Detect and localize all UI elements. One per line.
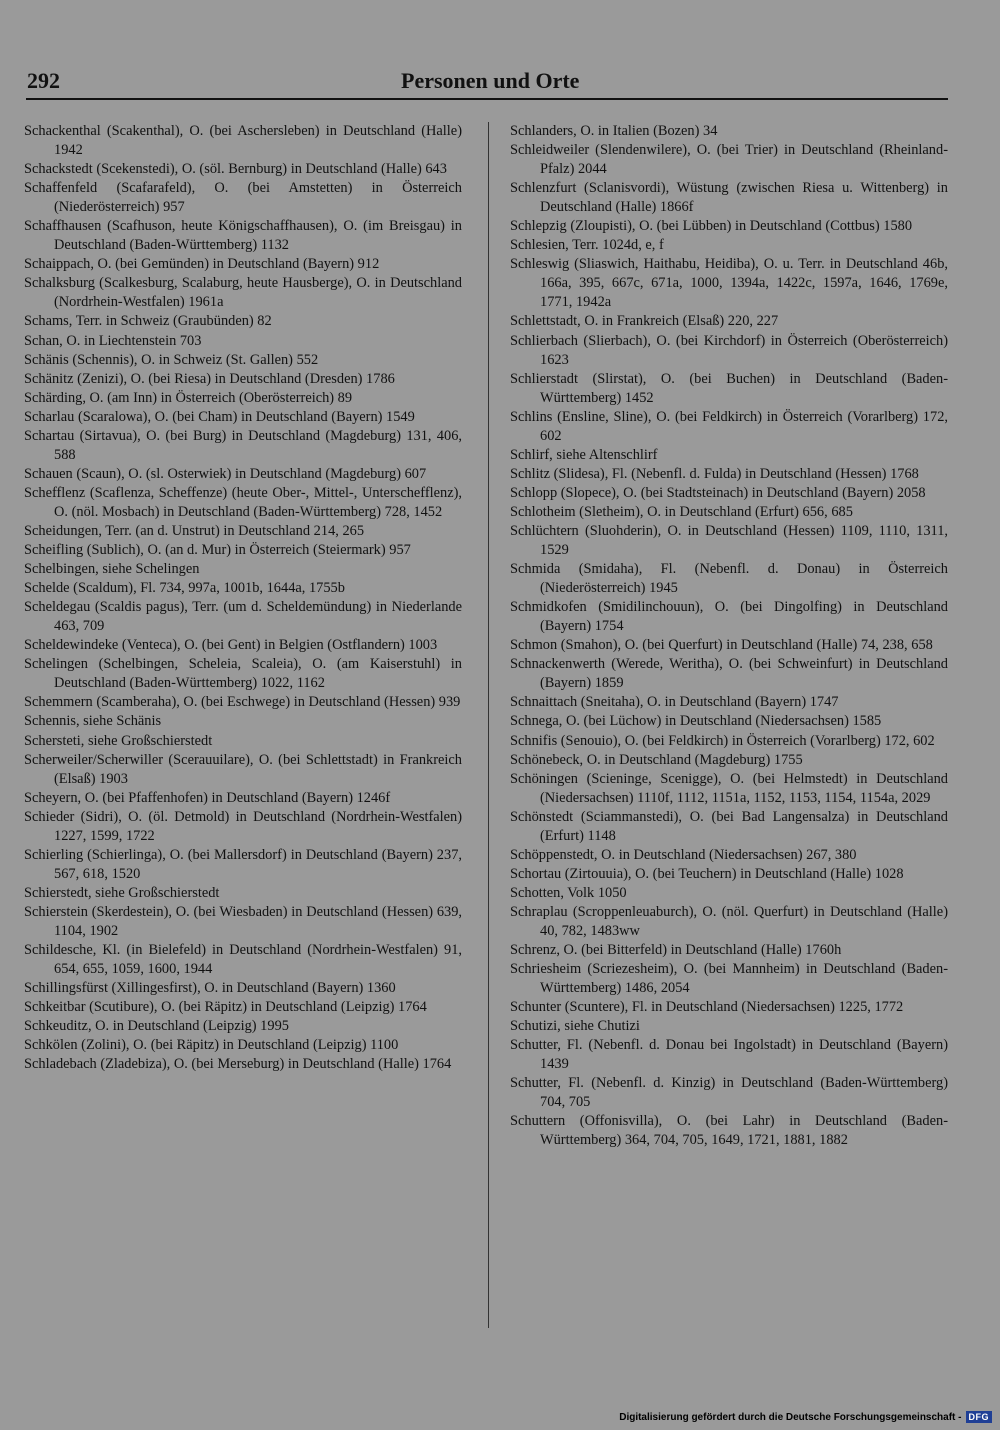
index-entry: Schackstedt (Scekenstedi), O. (söl. Bernburg) in Deutschland (Halle) 643	[24, 161, 447, 178]
page-number: 292	[27, 68, 60, 93]
index-entry: Schelde (Scaldum), Fl. 734, 997a, 1001b, 1644a, 1755b	[24, 580, 345, 597]
index-entry: Schänitz (Zenizi), O. (bei Riesa) in Deutschland (Dresden) 1786	[24, 370, 395, 387]
index-entry: Schänis (Schennis), O. in Schweiz (St. Gallen) 552	[24, 351, 319, 368]
column-divider	[488, 122, 489, 1328]
left-column	[24, 122, 462, 1074]
page-title: Personen und Orte	[401, 68, 580, 93]
index-entry: Schlettstadt, O. in Frankreich (Elsaß) 220, 227	[510, 313, 779, 330]
index-entry: Schlotheim (Sletheim), O. in Deutschland (Erfurt) 656, 685	[510, 503, 853, 520]
index-entry: Schan, O. in Liechtenstein 703	[24, 332, 202, 349]
index-entry: Schaffhausen (Scafhuson, heute Königschaffhausen), O. (im Breisgau) in Deutschland (Baden-Württemberg) 1132	[24, 218, 462, 254]
index-entry: Schlopp (Slopece), O. (bei Stadtsteinach) in Deutschland (Bayern) 2058	[510, 484, 926, 501]
index-entry: Schlenzfurt (Sclanisvordi), Wüstung (zwischen Riesa u. Wittenberg) in Deutschland (Halle) 1866f	[510, 180, 948, 216]
index-entry: Schalksburg (Scalkesburg, Scalaburg, heute Hausberge), O. in Deutschland (Nordrhein-Westfalen) 1961a	[24, 275, 462, 311]
index-entry: Schmida (Smidaha), Fl. (Nebenfl. d. Donau) in Österreich (Niederösterreich) 1945	[510, 561, 948, 597]
index-entry: Schleswig (Sliaswich, Haithabu, Heidiba), O. u. Terr. in Deutschland 46b, 166a, 395, 667c, 671a, 1000, 1394a, 1422c, 1597a, 1646, 1769e, 1771, 1942a	[510, 256, 948, 311]
index-entry: Schriesheim (Scriezesheim), O. (bei Mannheim) in Deutschland (Baden-Württemberg) 1486, 2054	[510, 961, 948, 997]
index-entry: Scheifling (Sublich), O. (an d. Mur) in Österreich (Steiermark) 957	[24, 542, 411, 559]
index-entry: Schlesien, Terr. 1024d, e, f	[510, 237, 664, 254]
index-entry: Schartau (Sirtavua), O. (bei Burg) in Deutschland (Magdeburg) 131, 406, 588	[24, 427, 462, 463]
index-entry: Schillingsfürst (Xillingesfirst), O. in Deutschland (Bayern) 1360	[24, 980, 396, 997]
index-entry: Schnackenwerth (Werede, Weritha), O. (bei Schweinfurt) in Deutschland (Bayern) 1859	[510, 656, 948, 692]
index-entry: Schackenthal (Scakenthal), O. (bei Aschersleben) in Deutschland (Halle) 1942	[24, 123, 462, 159]
index-entry: Schöppenstedt, O. in Deutschland (Niedersachsen) 267, 380	[510, 846, 857, 863]
index-entry: Schams, Terr. in Schweiz (Graubünden) 82	[24, 313, 272, 330]
index-entry: Schraplau (Scroppenleuaburch), O. (nöl. Querfurt) in Deutschland (Halle) 40, 782, 1483ww	[510, 903, 948, 939]
index-entry: Schkölen (Zolini), O. (bei Räpitz) in Deutschland (Leipzig) 1100	[24, 1037, 399, 1054]
index-entry: Schaffenfeld (Scafarafeld), O. (bei Amstetten) in Österreich (Niederösterreich) 957	[24, 180, 462, 216]
index-entry: Schieder (Sidri), O. (öl. Detmold) in Deutschland (Nordrhein-Westfalen) 1227, 1599, 1722	[24, 808, 462, 844]
index-entry: Schrenz, O. (bei Bitterfeld) in Deutschland (Halle) 1760h	[510, 942, 842, 959]
index-entry: Scheyern, O. (bei Pfaffenhofen) in Deutschland (Bayern) 1246f	[24, 789, 391, 806]
index-entry: Schönstedt (Sciammanstedi), O. (bei Bad Langensalza) in Deutschland (Erfurt) 1148	[510, 808, 948, 844]
index-entry: Schaippach, O. (bei Gemünden) in Deutschland (Bayern) 912	[24, 256, 380, 273]
index-entry: Schkeuditz, O. in Deutschland (Leipzig) 1995	[24, 1018, 289, 1035]
index-entry: Schladebach (Zladebiza), O. (bei Merseburg) in Deutschland (Halle) 1764	[24, 1056, 452, 1073]
dfg-logo: DFG	[966, 1411, 993, 1423]
index-entry: Schierstedt, siehe Großschierstedt	[24, 884, 220, 901]
index-entry: Schöningen (Scieninge, Scenigge), O. (bei Helmstedt) in Deutschland (Niedersachsen) 1110f, 1112, 1151a, 1152, 1153, 1154, 1154a, 2029	[510, 770, 948, 806]
index-entry: Schierling (Schierlinga), O. (bei Mallersdorf) in Deutschland (Bayern) 237, 567, 618, 1520	[24, 846, 462, 882]
index-entry: Schlirf, siehe Altenschlirf	[510, 446, 658, 463]
index-entry: Schuttern (Offonisvilla), O. (bei Lahr) in Deutschland (Baden-Württemberg) 364, 704, 705, 1649, 1721, 1881, 1882	[510, 1113, 948, 1149]
index-entry: Schmon (Smahon), O. (bei Querfurt) in Deutschland (Halle) 74, 238, 658	[510, 637, 933, 654]
index-entry: Scherweiler/Scherwiller (Scerauuilare), O. (bei Schlettstadt) in Frankreich (Elsaß) 1903	[24, 751, 462, 787]
index-entry: Schotten, Volk 1050	[510, 884, 627, 901]
index-entry: Schlins (Ensline, Sline), O. (bei Feldkirch) in Österreich (Vorarlberg) 172, 602	[510, 408, 948, 444]
index-entry: Schärding, O. (am Inn) in Österreich (Oberösterreich) 89	[24, 389, 353, 406]
index-entry: Schmidkofen (Smidilinchouun), O. (bei Dingolfing) in Deutschland (Bayern) 1754	[510, 599, 948, 635]
index-entry: Scheldegau (Scaldis pagus), Terr. (um d. Scheldemündung) in Niederlande 463, 709	[24, 599, 462, 635]
index-entry: Schlierbach (Slierbach), O. (bei Kirchdorf) in Österreich (Oberösterreich) 1623	[510, 332, 948, 368]
index-entry: Schemmern (Scamberaha), O. (bei Eschwege) in Deutschland (Hessen) 939	[24, 694, 461, 711]
index-entry: Schierstein (Skerdestein), O. (bei Wiesbaden) in Deutschland (Hessen) 639, 1104, 1902	[24, 903, 462, 939]
index-entry: Schleidweiler (Slendenwilere), O. (bei Trier) in Deutschland (Rheinland-Pfalz) 2044	[510, 142, 948, 178]
index-entry: Schunter (Scuntere), Fl. in Deutschland (Niedersachsen) 1225, 1772	[510, 999, 904, 1016]
index-entry: Schelingen (Schelbingen, Scheleia, Scaleia), O. (am Kaiserstuhl) in Deutschland (Baden-Württemberg) 1022, 1162	[24, 656, 462, 692]
index-entry: Schlierstadt (Slirstat), O. (bei Buchen) in Deutschland (Baden-Württemberg) 1452	[510, 370, 948, 406]
footer	[619, 1411, 992, 1423]
index-entry: Schkeitbar (Scutibure), O. (bei Räpitz) in Deutschland (Leipzig) 1764	[24, 999, 427, 1016]
index-entry: Schennis, siehe Schänis	[24, 713, 162, 730]
index-entry: Schutter, Fl. (Nebenfl. d. Donau bei Ingolstadt) in Deutschland (Bayern) 1439	[510, 1037, 948, 1073]
index-entry: Schlitz (Slidesa), Fl. (Nebenfl. d. Fulda) in Deutschland (Hessen) 1768	[510, 465, 919, 482]
index-entry: Schnega, O. (bei Lüchow) in Deutschland (Niedersachsen) 1585	[510, 713, 882, 730]
right-column	[510, 122, 948, 1151]
index-entry: Schlepzig (Zloupisti), O. (bei Lübben) in Deutschland (Cottbus) 1580	[510, 218, 913, 235]
index-entry: Schersteti, siehe Großschierstedt	[24, 732, 213, 749]
index-entry: Schutter, Fl. (Nebenfl. d. Kinzig) in Deutschland (Baden-Württemberg) 704, 705	[510, 1075, 948, 1111]
index-entry: Scheldewindeke (Venteca), O. (bei Gent) in Belgien (Ostflandern) 1003	[24, 637, 438, 654]
index-entry: Scheidungen, Terr. (an d. Unstrut) in Deutschland 214, 265	[24, 522, 365, 539]
index-entry: Schildesche, Kl. (in Bielefeld) in Deutschland (Nordrhein-Westfalen) 91, 654, 655, 1059, 1600, 1944	[24, 942, 462, 978]
index-entry: Scharlau (Scaralowa), O. (bei Cham) in Deutschland (Bayern) 1549	[24, 408, 415, 425]
index-entry: Schauen (Scaun), O. (sl. Osterwiek) in Deutschland (Magdeburg) 607	[24, 465, 427, 482]
index-entry: Schlanders, O. in Italien (Bozen) 34	[510, 123, 718, 139]
index-entry: Schnaittach (Sneitaha), O. in Deutschland (Bayern) 1747	[510, 694, 839, 711]
index-entry: Schutizi, siehe Chutizi	[510, 1018, 640, 1035]
index-entry: Schefflenz (Scaflenza, Scheffenze) (heute Ober-, Mittel-, Unterschefflenz), O. (nöl. Mosbach) in Deutschland (Baden-Württemberg) 728, 1452	[24, 484, 462, 520]
index-entry: Schlüchtern (Sluohderin), O. in Deutschland (Hessen) 1109, 1110, 1311, 1529	[510, 522, 948, 559]
index-entry: Schnifis (Senouio), O. (bei Feldkirch) in Österreich (Vorarlberg) 172, 602	[510, 732, 935, 749]
header-rule	[26, 98, 948, 100]
footer-text: Digitalisierung gefördert durch die Deutsche Forschungsgemeinschaft -	[619, 1411, 962, 1423]
index-entry: Schortau (Zirtouuia), O. (bei Teuchern) in Deutschland (Halle) 1028	[510, 865, 904, 882]
index-entry: Schelbingen, siehe Schelingen	[24, 561, 200, 578]
index-entry: Schönebeck, O. in Deutschland (Magdeburg) 1755	[510, 751, 803, 768]
